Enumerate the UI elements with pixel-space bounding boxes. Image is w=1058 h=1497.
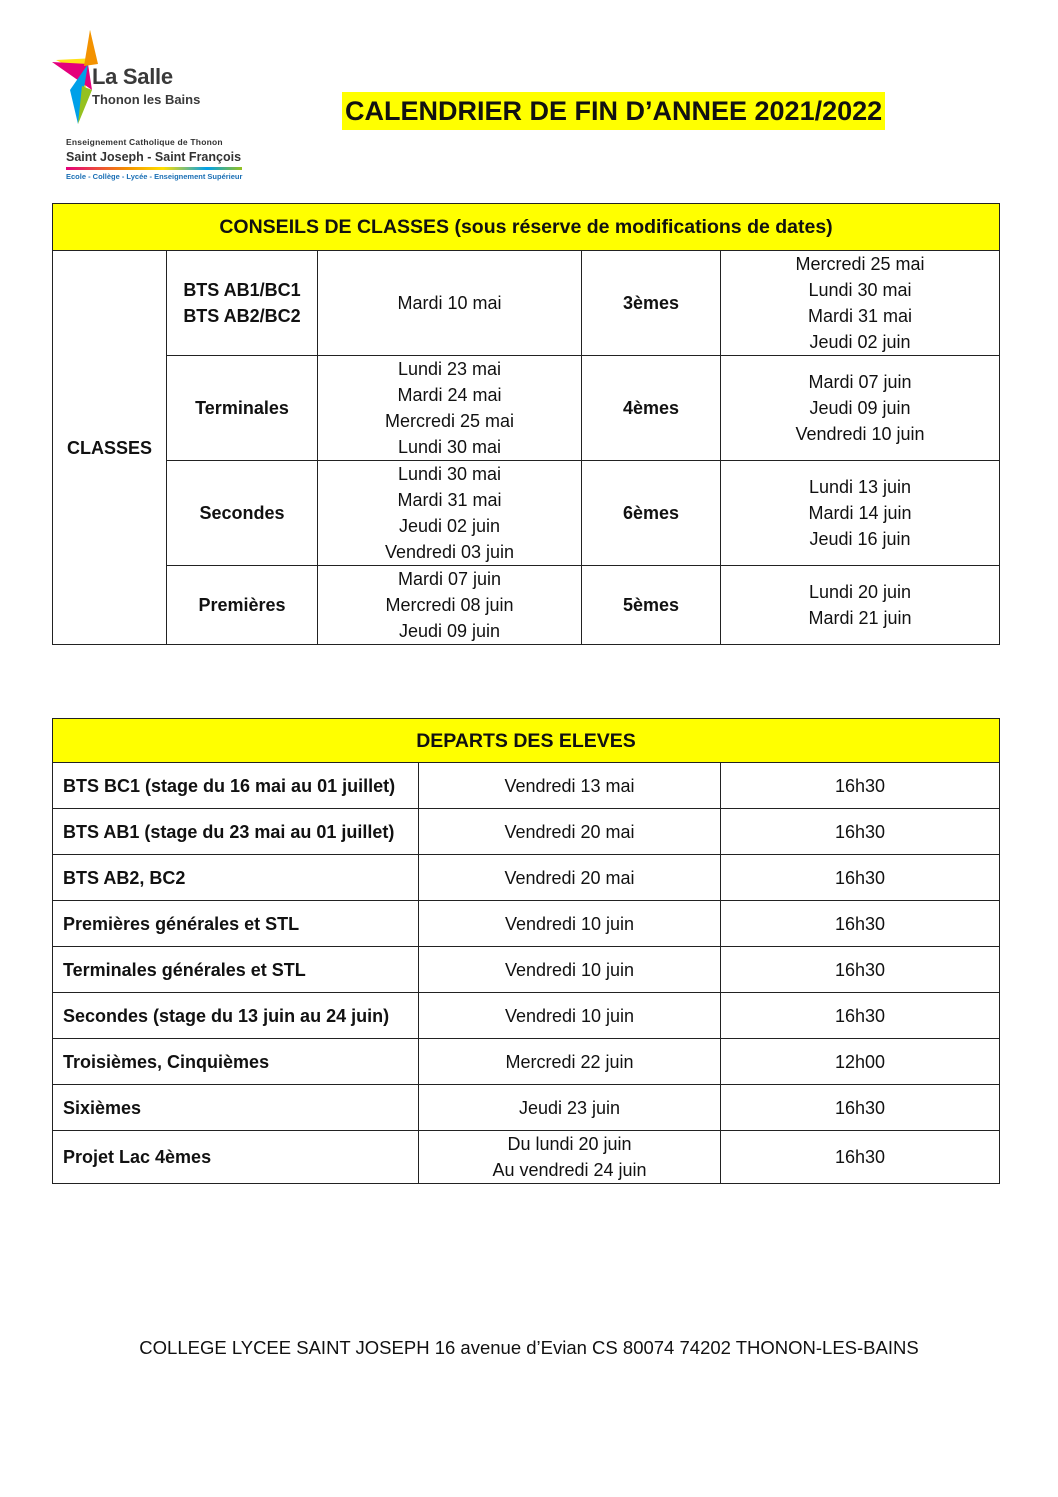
class-dates-line: Mardi 14 juin: [808, 503, 912, 523]
class-dates-line: Mardi 31 mai: [807, 306, 913, 326]
class-dates: [318, 566, 582, 645]
class-name: 5èmes: [582, 566, 721, 645]
depart-group: Terminales générales et STL: [53, 947, 419, 993]
conseils-row: [53, 461, 1000, 566]
class-name: [167, 566, 318, 645]
depart-date-line: Vendredi 10 juin: [504, 1005, 635, 1026]
depart-date: [419, 947, 721, 993]
depart-date-line: Vendredi 20 mai: [504, 821, 635, 842]
logo-line-1: Enseignement Catholique de Thonon: [66, 137, 223, 147]
class-dates-line: Mardi 07 juin: [397, 569, 502, 589]
depart-time: 16h30: [721, 901, 1000, 947]
depart-date-line: Vendredi 13 mai: [504, 775, 635, 796]
depart-group: Troisièmes, Cinquièmes: [53, 1039, 419, 1085]
depart-group: Projet Lac 4èmes: [53, 1131, 419, 1184]
depart-row: [53, 1131, 1000, 1184]
depart-date-line: Vendredi 20 mai: [504, 867, 635, 888]
class-name-line: Terminales: [195, 398, 289, 418]
depart-group: Secondes (stage du 13 juin au 24 juin): [53, 993, 419, 1039]
school-logo: [48, 28, 258, 183]
class-dates-line: Lundi 23 mai: [397, 359, 502, 379]
conseils-table: [52, 203, 1000, 645]
depart-date-line: Au vendredi 24 juin: [492, 1160, 647, 1180]
class-dates-line: Lundi 30 mai: [397, 464, 502, 484]
depart-row: [53, 901, 1000, 947]
depart-date: [419, 809, 721, 855]
depart-date: [419, 855, 721, 901]
depart-date: [419, 993, 721, 1039]
logo-line-3: Ecole - Collège - Lycée - Enseignement Supérieur: [66, 172, 243, 181]
class-dates-line: Vendredi 10 juin: [795, 424, 925, 444]
depart-row: [53, 1039, 1000, 1085]
depart-date: [419, 1039, 721, 1085]
class-dates: [721, 356, 1000, 461]
logo-line-2: Saint Joseph - Saint François: [66, 150, 242, 164]
depart-date: [419, 901, 721, 947]
conseils-row: [53, 251, 1000, 356]
class-name: [167, 356, 318, 461]
class-dates-line: Lundi 30 mai: [808, 280, 912, 300]
depart-date-line: Du lundi 20 juin: [507, 1134, 632, 1154]
depart-time: 16h30: [721, 947, 1000, 993]
conseils-header: CONSEILS DE CLASSES (sous réserve de modifications de dates): [53, 204, 1000, 251]
class-dates-line: Mercredi 25 mai: [795, 254, 925, 274]
depart-date: [419, 1085, 721, 1131]
depart-row: [53, 993, 1000, 1039]
class-dates-line: Jeudi 16 juin: [809, 529, 911, 549]
logo-color-rule: [66, 167, 242, 170]
class-dates: [318, 461, 582, 566]
classes-side-label: CLASSES: [53, 251, 167, 645]
footer-address: COLLEGE LYCEE SAINT JOSEPH 16 avenue d’Evian CS 80074 74202 THONON-LES-BAINS: [139, 1337, 919, 1358]
class-dates-line: Mardi 24 mai: [397, 385, 502, 405]
conseils-row: [53, 566, 1000, 645]
class-dates-line: Vendredi 03 juin: [384, 542, 515, 562]
class-dates: [721, 566, 1000, 645]
depart-time: 16h30: [721, 993, 1000, 1039]
class-name: 4èmes: [582, 356, 721, 461]
class-name-line: BTS AB1/BC1: [183, 280, 301, 300]
class-name: 3èmes: [582, 251, 721, 356]
depart-time: 16h30: [721, 809, 1000, 855]
depart-time: 16h30: [721, 1085, 1000, 1131]
class-dates-line: Mardi 21 juin: [808, 608, 912, 628]
class-name-line: BTS AB2/BC2: [183, 306, 301, 326]
class-dates: [318, 356, 582, 461]
depart-row: [53, 809, 1000, 855]
depart-date: [419, 1131, 721, 1184]
depart-row: [53, 763, 1000, 809]
depart-row: [53, 1085, 1000, 1131]
depart-group: BTS AB2, BC2: [53, 855, 419, 901]
depart-date: [419, 763, 721, 809]
logo-brand: La Salle: [92, 64, 173, 89]
departs-table: [52, 718, 1000, 1184]
depart-row: [53, 947, 1000, 993]
depart-group: BTS BC1 (stage du 16 mai au 01 juillet): [53, 763, 419, 809]
depart-date-line: Jeudi 23 juin: [518, 1097, 621, 1118]
class-name: [167, 461, 318, 566]
class-dates-line: Mercredi 08 juin: [385, 595, 514, 615]
conseils-row: [53, 356, 1000, 461]
class-dates-line: Jeudi 02 juin: [398, 516, 501, 536]
depart-group: Premières générales et STL: [53, 901, 419, 947]
depart-time: 16h30: [721, 1131, 1000, 1184]
depart-group: Sixièmes: [53, 1085, 419, 1131]
class-dates-line: Lundi 20 juin: [808, 582, 912, 602]
class-dates-line: Jeudi 02 juin: [809, 332, 911, 352]
page-title: CALENDRIER DE FIN D’ANNEE 2021/2022: [342, 92, 885, 130]
class-dates-line: Mercredi 25 mai: [384, 411, 515, 431]
class-dates: [721, 251, 1000, 356]
class-dates-line: Jeudi 09 juin: [809, 398, 911, 418]
departs-header: DEPARTS DES ELEVES: [53, 719, 1000, 763]
class-dates: [318, 251, 582, 356]
depart-group: BTS AB1 (stage du 23 mai au 01 juillet): [53, 809, 419, 855]
class-dates-line: Lundi 13 juin: [808, 477, 912, 497]
class-name: [167, 251, 318, 356]
depart-time: 12h00: [721, 1039, 1000, 1085]
class-dates-line: Mardi 31 mai: [397, 490, 502, 510]
class-dates-line: Mardi 10 mai: [397, 293, 502, 313]
depart-time: 16h30: [721, 763, 1000, 809]
class-name-line: Secondes: [199, 503, 285, 523]
depart-time: 16h30: [721, 855, 1000, 901]
class-dates-line: Mardi 07 juin: [808, 372, 912, 392]
class-dates-line: Jeudi 09 juin: [398, 621, 501, 641]
depart-date-line: Mercredi 22 juin: [505, 1051, 634, 1072]
class-name: 6èmes: [582, 461, 721, 566]
depart-date-line: Vendredi 10 juin: [504, 959, 635, 980]
class-name-line: Premières: [198, 595, 286, 615]
class-dates-line: Lundi 30 mai: [397, 437, 502, 457]
depart-date-line: Vendredi 10 juin: [504, 913, 635, 934]
logo-city: Thonon les Bains: [92, 92, 201, 107]
class-dates: [721, 461, 1000, 566]
depart-row: [53, 855, 1000, 901]
